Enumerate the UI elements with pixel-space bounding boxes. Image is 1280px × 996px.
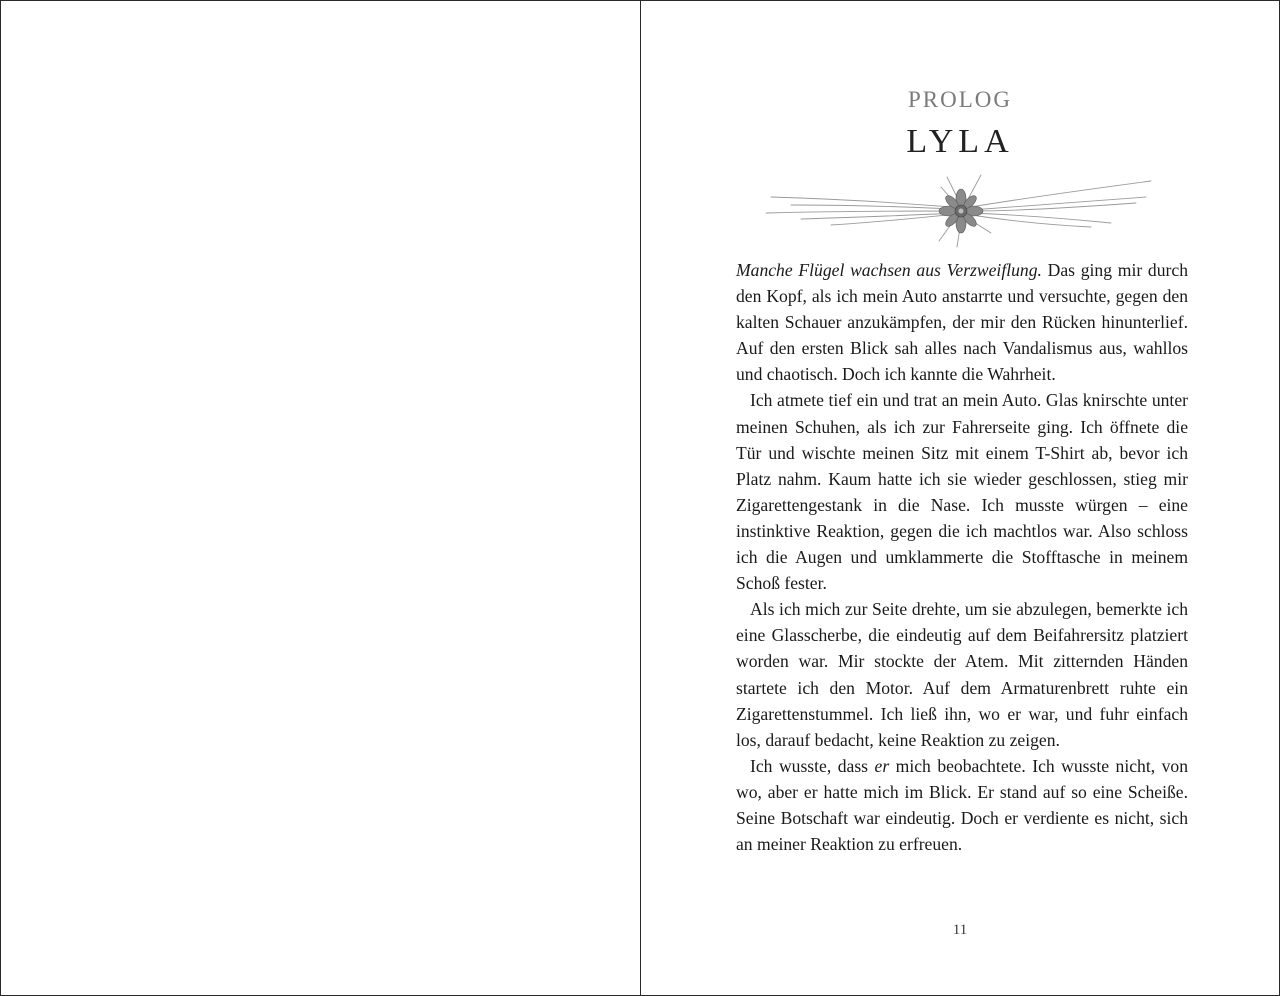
left-page-blank [1, 1, 640, 995]
chapter-title: LYLA [906, 123, 1014, 160]
chapter-kicker: PROLOG [907, 87, 1012, 112]
thistle-flower-icon [761, 167, 1161, 251]
right-page [641, 1, 1279, 995]
paragraph-3: Als ich mich zur Seite drehte, um sie abzulegen, bemerkte ich eine Glasscherbe, die eindeutig auf dem Beifahrersitz platziert worden war. Mir stockte der Atem. Mit zitternden Händen startete ich den Motor. Auf dem Armaturenbrett ruhte ein Zigarettenstummel. Ich ließ ihn, wo er war, und fuhr einfach los, darauf bedacht, keine Reaktion zu zeigen. [736, 599, 1188, 750]
paragraph-4-text-after: mich beobachtete. Ich wusste nicht, von wo, aber er hatte mich im Blick. Er stand auf so eine Scheiße. Seine Botschaft war eindeutig. Doch er verdiente es nicht, sich an meiner Reaktion zu erfreuen. [736, 755, 1188, 855]
paragraph-2: Ich atmete tief ein und trat an mein Auto. Glas knirschte unter meinen Schuhen, als ich zur Fahrerseite ging. Ich öffnete die Tür und wischte meinen Sitz mit einem T-Shirt ab, bevor ich Platz nahm. Kaum hatte ich sie wieder geschlossen, stieg mir Zigarettengestank in die Nase. Ich musste würgen – eine instinktive Reaktion, gegen die ich machtlos war. Also schloss ich die Augen und umklammerte die Stofftasche in meinem Schoß fester. [736, 390, 1188, 594]
paragraph-4 [736, 753, 1188, 857]
prologue-text [736, 257, 1188, 857]
paragraph-4-text-before: Ich wusste, dass [750, 755, 875, 776]
paragraph-1 [736, 257, 1188, 387]
italic-lead: Manche Flügel wachsen aus Verzweiflung. [736, 260, 1042, 280]
paragraph-1-text: Das ging mir durch den Kopf, als ich mein Auto anstarrte und versuchte, gegen den kalten Schauer anzukämpfen, der mir den Rücken hinunterlief. Auf den ersten Blick sah alles nach Vandalismus aus, wahllos und chaotisch. Doch ich kannte die Wahrheit. [736, 260, 1188, 385]
page-number: 11 [952, 922, 968, 938]
italic-word: er [874, 755, 890, 776]
